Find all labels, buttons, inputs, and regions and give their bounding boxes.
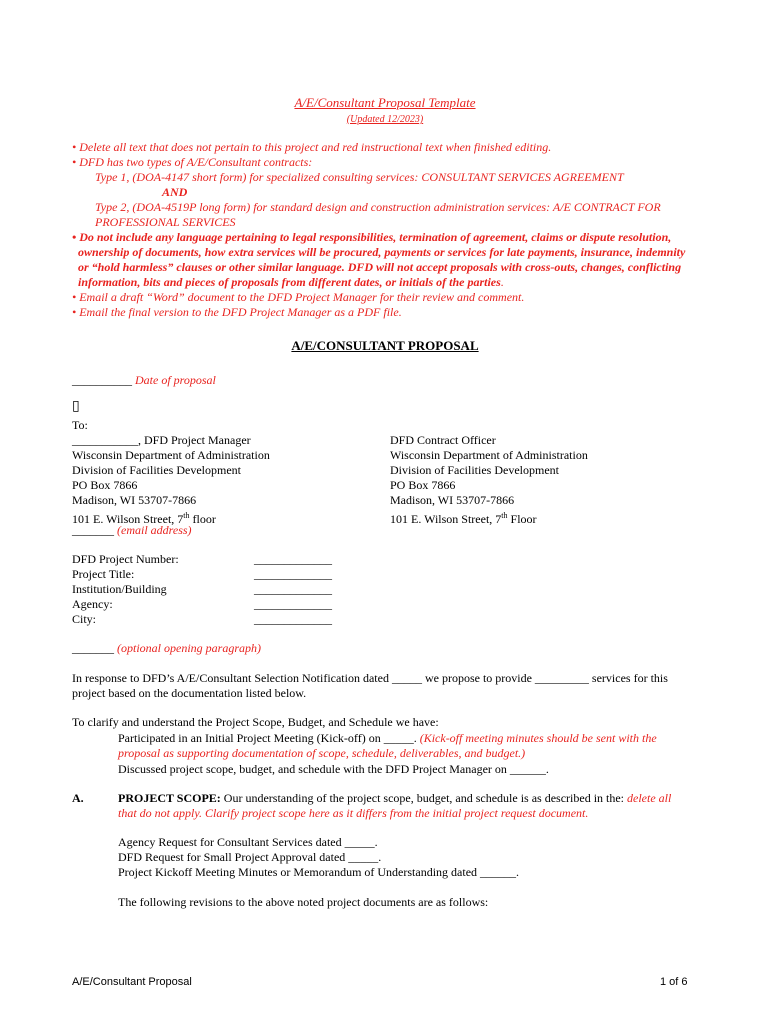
proposal-heading: A/E/CONSULTANT PROPOSAL [291, 338, 479, 353]
right-addr-pobox: PO Box 7866 [390, 478, 456, 492]
instruction-legal-line1: • Do not include any language pertaining to legal responsibilities, termination of agreement, claims or dispute resolution, [72, 230, 672, 244]
updated-date: (Updated 12/2023) [346, 114, 424, 125]
right-addr-division: Division of Facilities Development [390, 463, 559, 477]
institution-label: Institution/Building [72, 582, 167, 596]
revisions-line: The following revisions to the above noted project documents are as follows: [118, 895, 489, 909]
email-label: (email address) [117, 523, 192, 537]
left-addr-pobox: PO Box 7866 [72, 478, 138, 492]
instruction-legal-line4-text: information, bits and pieces of proposals from different dates, or initials of the parties [78, 275, 501, 289]
doc-agency-request: Agency Request for Consultant Services dated _____. [118, 835, 378, 849]
date-label: Date of proposal [135, 373, 216, 387]
pm-blank: ___________ [72, 433, 138, 447]
clarify-line: To clarify and understand the Project Scope, Budget, and Schedule we have: [72, 715, 439, 729]
doc-small-project: DFD Request for Small Project Approval dated _____. [118, 850, 382, 864]
date-blank: __________ [72, 373, 135, 387]
date-of-proposal-line [72, 373, 216, 388]
agency-label: Agency: [72, 597, 113, 611]
instruction-email-final: • Email the final version to the DFD Project Manager as a PDF file. [72, 305, 402, 319]
template-title: A/E/Consultant Proposal Template [294, 95, 476, 110]
right-street-b: Floor [507, 512, 537, 526]
discussed-line: Discussed project scope, budget, and schedule with the DFD Project Manager on ______. [118, 762, 549, 776]
instruction-legal-line2: ownership of documents, how extra services will be procured, payments or services for late payments, insurance, indemnity [78, 245, 686, 259]
section-a-line1 [118, 791, 671, 806]
section-a-note-l2: that do not apply. Clarify project scope here as it differs from the initial project request document. [118, 806, 589, 820]
left-street-a: 101 E. Wilson Street, 7 [72, 512, 184, 526]
instruction-type2-line2: PROFESSIONAL SERVICES [95, 215, 236, 229]
project-number-blank: _____________ [254, 552, 332, 566]
optional-paragraph-line [72, 641, 261, 656]
city-blank: _____________ [254, 612, 332, 626]
instruction-legal-line4 [78, 275, 504, 290]
left-street-sup: th [183, 511, 190, 520]
right-addr-street [390, 508, 537, 527]
left-addr-city: Madison, WI 53707-7866 [72, 493, 197, 507]
kickoff-note-l2: proposal as supporting documentation of scope, schedule, deliverables, and budget.) [118, 746, 526, 760]
project-title-label: Project Title: [72, 567, 135, 581]
instruction-email-draft: • Email a draft “Word” document to the DFD Project Manager for their review and comment. [72, 290, 525, 304]
instruction-type1: Type 1, (DOA-4147 short form) for specialized consulting services: CONSULTANT SERVICES AGREEMENT [95, 170, 624, 184]
instruction-and: AND [162, 185, 188, 199]
right-street-a: 101 E. Wilson Street, 7 [390, 512, 502, 526]
participated-text: Participated in an Initial Project Meeting (Kick-off) on _____. [118, 731, 420, 745]
to-label: To: [72, 418, 88, 432]
instruction-legal-line4-period: . [500, 275, 504, 289]
response-line2: project based on the documentation listed below. [72, 686, 307, 700]
city-label: City: [72, 612, 97, 626]
instruction-type2-line1: Type 2, (DOA-4519P long form) for standard design and construction administration services: A/E CONTRACT FOR [95, 200, 661, 214]
response-line1: In response to DFD’s A/E/Consultant Selection Notification dated _____ we propose to provide _________ services for this [72, 671, 668, 685]
instruction-contract-types: • DFD has two types of A/E/Consultant contracts: [72, 155, 313, 169]
section-a-text: Our understanding of the project scope, budget, and schedule is as described in the: [220, 791, 628, 805]
right-addr-city: Madison, WI 53707-7866 [390, 493, 515, 507]
left-addr-dept: Wisconsin Department of Administration [72, 448, 270, 462]
institution-blank: _____________ [254, 582, 332, 596]
kickoff-note-l1: (Kick-off meeting minutes should be sent with the [419, 731, 657, 745]
optional-blank: _______ [72, 641, 117, 655]
instruction-legal-line3: or “hold harmless” clauses or other similar language. DFD will not accept proposals with cross-outs, changes, conflicting [78, 260, 682, 274]
right-addr-dept: Wisconsin Department of Administration [390, 448, 588, 462]
field-bracket-icon: ▯ [72, 398, 80, 414]
project-title-blank: _____________ [254, 567, 332, 581]
pm-title: , DFD Project Manager [138, 433, 251, 447]
optional-label: (optional opening paragraph) [117, 641, 261, 655]
pm-line [72, 433, 251, 448]
right-street-sup: th [501, 511, 508, 520]
project-number-label: DFD Project Number: [72, 552, 179, 566]
section-a-heading: PROJECT SCOPE: [118, 791, 221, 805]
right-addr-officer: DFD Contract Officer [390, 433, 496, 447]
email-line [72, 523, 192, 538]
section-a-letter: A. [72, 791, 84, 805]
doc-kickoff-minutes: Project Kickoff Meeting Minutes or Memorandum of Understanding dated ______. [118, 865, 520, 879]
instruction-delete: • Delete all text that does not pertain to this project and red instructional text when finished editing. [72, 140, 552, 154]
left-addr-division: Division of Facilities Development [72, 463, 241, 477]
section-a-note-l1: delete all [627, 791, 672, 805]
agency-blank: _____________ [254, 597, 332, 611]
email-blank: _______ [72, 523, 117, 537]
participated-line [118, 731, 657, 746]
left-street-b: floor [189, 512, 216, 526]
footer-title: A/E/Consultant Proposal [72, 976, 192, 988]
footer-page-number: 1 of 6 [660, 976, 688, 988]
